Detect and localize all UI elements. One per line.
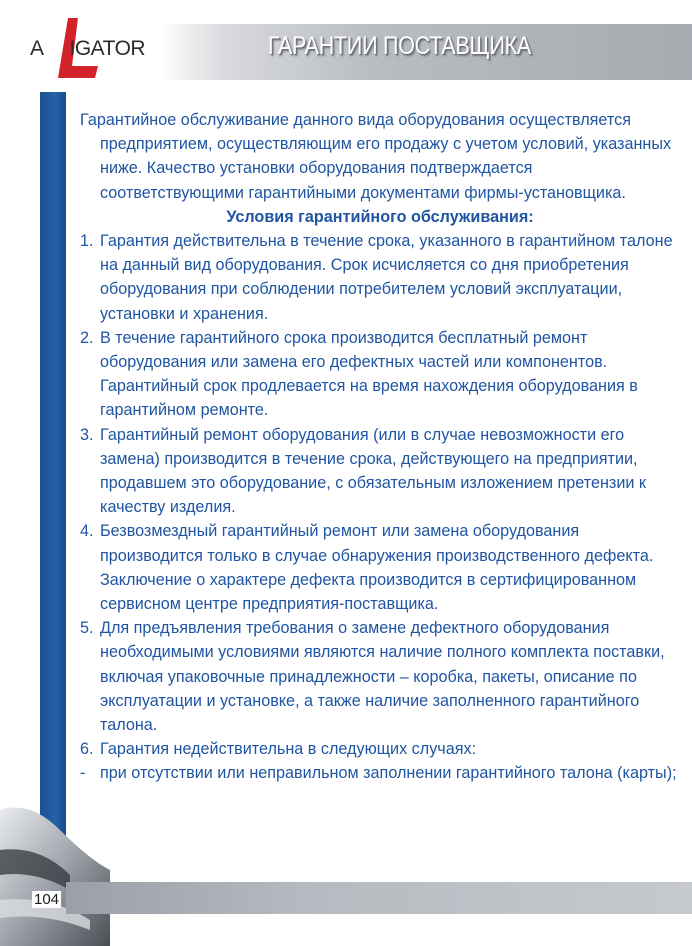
section-heading: Условия гарантийного обслуживания:: [226, 207, 534, 226]
list-item: 3. Гарантийный ремонт оборудования (или в случае невозможности его замена) производится в течение срока, действующего на предприятии, продавшем это оборудование, с обязательным изложением претензии к качеству изделия.: [80, 425, 647, 517]
logo-letters-rest: IGATOR: [69, 37, 146, 60]
document-body: [80, 108, 680, 786]
list-item: 2. В течение гарантийного срока производится бесплатный ремонт оборудования или замена его дефектных частей или компонентов. Гарантийный срок продлевается на время нахождения оборудования в гарантийном ремонте.: [80, 328, 638, 420]
logo-letter-a: A: [30, 37, 44, 60]
terms-list: [80, 229, 680, 786]
list-item: 5. Для предъявления требования о замене дефектного оборудования необходимыми условиями являются наличие полного комплекта поставки, включая упаковочные принадлежности – коробка, пакеты, описание по эксплуатации и установке, а также наличие заполненного гарантийного талона.: [80, 619, 665, 735]
logo-text: [30, 37, 145, 61]
page-title: ГАРАНТИИ ПОСТАВЩИКА: [268, 32, 531, 60]
page-number: 104: [34, 891, 60, 908]
page-header: [0, 0, 692, 92]
blue-sidebar: [40, 92, 66, 882]
sub-list-item: - при отсутствии или неправильном заполнении гарантийного талона (карты);: [80, 764, 677, 783]
list-item: 4. Безвозмездный гарантийный ремонт или замена оборудования производится только в случае обнаружения производственного дефекта. Заключение о характере дефекта производится в сертифицированном сервисном центре предприятия-поставщика.: [80, 522, 654, 614]
footer-bar: [66, 882, 692, 914]
car-illustration: [0, 790, 110, 946]
list-item: 1. Гарантия действительна в течение срока, указанного в гарантийном талоне на данный вид оборудования. Срок исчисляется со дня приобретения оборудования при соблюдении потребителем условий эксплуатации, установки и хранения.: [80, 232, 673, 323]
intro-paragraph: Гарантийное обслуживание данного вида оборудования осуществляется предприятием, осуществляющим его продажу с учетом условий, указанных ниже. Качество установки оборудования подтверждается соответствующими гарантийными документами фирмы-установщика.: [80, 111, 672, 202]
list-item: 6. Гарантия недействительна в следующих случаях:: [80, 740, 477, 759]
